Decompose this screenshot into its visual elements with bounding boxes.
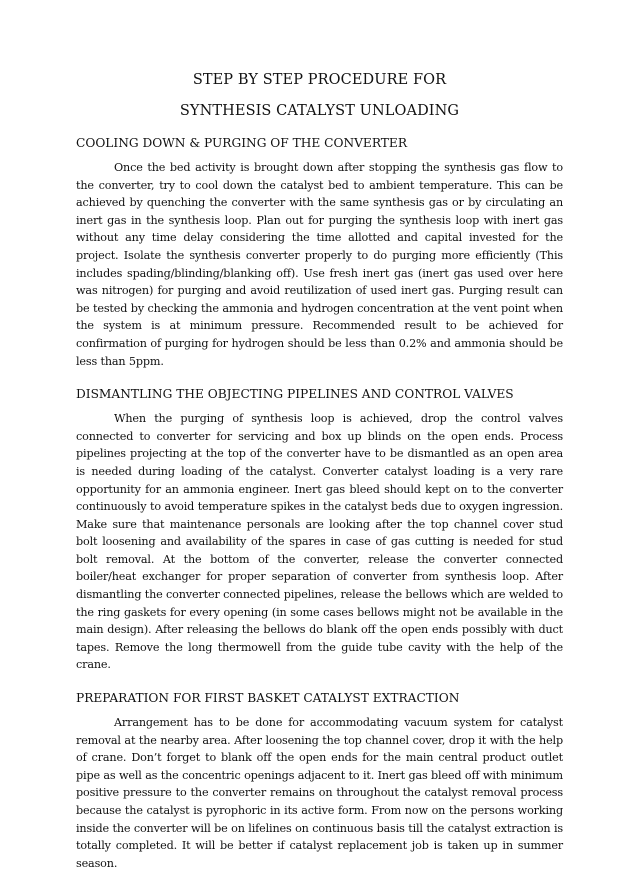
section-first-basket-extraction [76, 690, 563, 872]
document-title-line-1: STEP BY STEP PROCEDURE FOR [192, 72, 447, 88]
document-title-line-2: SYNTHESIS CATALYST UNLOADING [179, 103, 460, 119]
section-body: Arrangement has to be done for accommodating vacuum system for catalyst removal at the nearby area. After loosening the top channel cover, drop it with the help of crane. Don’t forget to blank off the open ends for the main central product outlet pipe as well as the concentric openings adjacent to it. Inert gas bleed off with minimum positive pressure to the converter remains on throughout the catalyst removal process because the catalyst is pyrophoric in its active form. From now on the persons working inside the converter will be on lifelines on continuous basis till the catalyst extraction is totally completed. It will be better if catalyst replacement job is taken up in summer season. [76, 716, 563, 870]
document-page [76, 71, 563, 872]
section-heading: COOLING DOWN & PURGING OF THE CONVERTER [76, 136, 407, 150]
section-heading: DISMANTLING THE OBJECTING PIPELINES AND CONTROL VALVES [76, 387, 514, 402]
section-heading: PREPARATION FOR FIRST BASKET CATALYST EXTRACTION [76, 691, 460, 706]
section-body: When the purging of synthesis loop is achieved, drop the control valves connected to converter for servicing and box up blinds on the open ends. Process pipelines projecting at the top of the converter have to be dismantled as an open area is needed during loading of the catalyst. Converter catalyst loading is a very rare opportunity for an ammonia engineer. Inert gas bleed should kept on to the converter continuously to avoid temperature spikes in the catalyst beds due to oxygen ingression. Make sure that maintenance personals are looking after the top channel cover stud bolt loosening and availability of the spares in case of gas cutting is needed for stud bolt removal. At the bottom of the converter, release the converter connected boiler/heat exchanger for proper separation of converter from synthesis loop. After dismantling the converter connected pipelines, release the bellows which are welded to the ring gaskets for every opening (in some cases bellows might not be available in the main design). After releasing the bellows do blank off the open ends possibly with duct tapes. Remove the long thermowell from the guide tube cavity with the help of the crane. [76, 412, 563, 672]
section-dismantling-pipelines [76, 386, 563, 674]
section-cooling-purging [76, 135, 563, 370]
section-body: Once the bed activity is brought down after stopping the synthesis gas flow to the converter, try to cool down the catalyst bed to ambient temperature. This can be achieved by quenching the converter with the same synthesis gas or by circulating an inert gas in the synthesis loop. Plan out for purging the synthesis loop with inert gas without any time delay considering the time allotted and capital invested for the project. Isolate the synthesis converter properly to do purging more efficiently (This includes spading/blinding/blanking off). Use fresh inert gas (inert gas used over here was nitrogen) for purging and avoid reutilization of used inert gas. Purging result can be tested by checking the ammonia and hydrogen concentration at the vent point when the system is at minimum pressure. Recommended result to be achieved for confirmation of purging for hydrogen should be less than 0.2% and ammonia should be less than 5ppm. [76, 161, 563, 368]
